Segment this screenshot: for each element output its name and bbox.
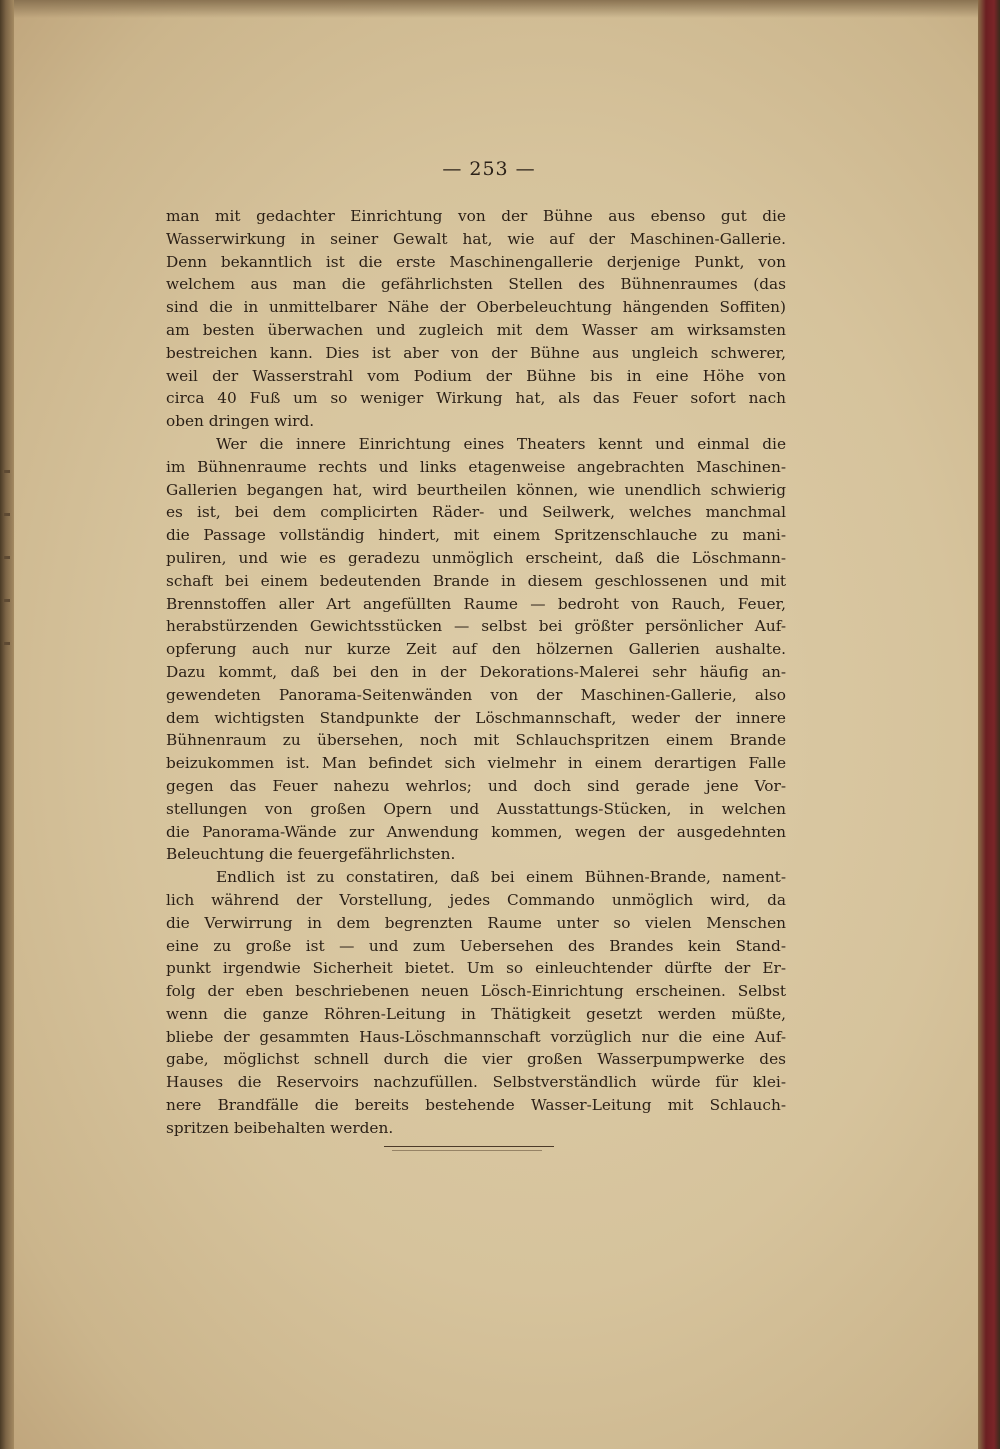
text-line: gabe, möglichst schnell durch die vier großen Wasserpumpwerke des bbox=[166, 1050, 786, 1069]
section-end-rule bbox=[384, 1146, 554, 1147]
text-line: punkt irgendwie Sicherheit bietet. Um so einleuchtender dürfte der Er- bbox=[166, 959, 786, 978]
paragraph-end-line: oben dringen wird. bbox=[166, 412, 315, 431]
text-line: dem wichtigsten Standpunkte der Löschmannschaft, weder der innere bbox=[166, 708, 786, 727]
paragraph-end-line: Beleuchtung die feuergefährlichsten. bbox=[166, 845, 456, 864]
text-line: Wasserwirkung in seiner Gewalt hat, wie auf der Maschinen-Gallerie. bbox=[166, 229, 786, 248]
text-line: gegen das Feuer nahezu wehrlos; und doch sind gerade jene Vor- bbox=[166, 776, 786, 795]
paragraph-start-line: Endlich ist zu constatiren, daß bei einem Bühnen-Brande, nament- bbox=[216, 868, 786, 887]
paragraph-end-line: spritzen beibehalten werden. bbox=[166, 1118, 394, 1137]
text-line: Dazu kommt, daß bei den in der Dekorations-Malerei sehr häufig an- bbox=[166, 662, 786, 681]
paragraph-start-line: Wer die innere Einrichtung eines Theaters kennt und einmal die bbox=[216, 434, 786, 453]
text-line: Brennstoffen aller Art angefüllten Raume — bedroht von Rauch, Feuer, bbox=[166, 594, 786, 613]
text-line: bliebe der gesammten Haus-Löschmannschaft vorzüglich nur die eine Auf- bbox=[166, 1027, 786, 1046]
text-line: circa 40 Fuß um so weniger Wirkung hat, als das Feuer sofort nach bbox=[166, 389, 786, 408]
text-line: sind die in unmittelbarer Nähe der Oberbeleuchtung hängenden Soffiten) bbox=[166, 298, 786, 317]
section-end-rule-shadow bbox=[392, 1150, 542, 1151]
text-line: es ist, bei dem complicirten Räder- und Seilwerk, welches manchmal bbox=[166, 503, 786, 522]
right-binding-edge bbox=[978, 0, 1000, 1449]
text-line: gewendeten Panorama-Seitenwänden von der Maschinen-Gallerie, also bbox=[166, 685, 786, 704]
text-line: man mit gedachter Einrichtung von der Bühne aus ebenso gut die bbox=[166, 207, 786, 225]
page-number: — 253 — bbox=[442, 158, 536, 180]
text-line: im Bühnenraume rechts und links etagenweise angebrachten Maschinen- bbox=[166, 457, 786, 476]
text-line: eine zu große ist — und zum Uebersehen des Brandes kein Stand- bbox=[166, 936, 786, 955]
text-line: schaft bei einem bedeutenden Brande in diesem geschlossenen und mit bbox=[166, 571, 786, 590]
text-line: Gallerien begangen hat, wird beurtheilen können, wie unendlich schwierig bbox=[166, 480, 786, 499]
text-line: Bühnenraum zu übersehen, noch mit Schlauchspritzen einem Brande bbox=[166, 731, 786, 750]
left-margin-marks bbox=[0, 470, 14, 685]
text-line: am besten überwachen und zugleich mit dem Wasser am wirksamsten bbox=[166, 320, 786, 339]
text-line: puliren, und wie es geradezu unmöglich erscheint, daß die Löschmann- bbox=[166, 548, 786, 567]
text-line: welchem aus man die gefährlichsten Stellen des Bühnenraumes (das bbox=[166, 275, 786, 294]
text-line: nere Brandfälle die bereits bestehende Wasser-Leitung mit Schlauch- bbox=[166, 1096, 786, 1115]
text-line: bestreichen kann. Dies ist aber von der Bühne aus ungleich schwerer, bbox=[166, 343, 786, 362]
text-line: die Panorama-Wände zur Anwendung kommen, wegen der ausgedehnten bbox=[166, 822, 786, 841]
text-line: stellungen von großen Opern und Ausstattungs-Stücken, in welchen bbox=[166, 799, 786, 818]
text-line: herabstürzenden Gewichtsstücken — selbst bei größter persönlicher Auf- bbox=[166, 617, 786, 636]
text-line: Hauses die Reservoirs nachzufüllen. Selbstverständlich würde für klei- bbox=[166, 1073, 786, 1092]
text-line: Denn bekanntlich ist die erste Maschinengallerie derjenige Punkt, von bbox=[166, 252, 786, 271]
text-line: die Verwirrung in dem begrenzten Raume unter so vielen Menschen bbox=[166, 913, 786, 932]
text-line: opferung auch nur kurze Zeit auf den hölzernen Gallerien aushalte. bbox=[166, 640, 786, 659]
text-line: folg der eben beschriebenen neuen Lösch-Einrichtung erscheinen. Selbst bbox=[166, 982, 786, 1001]
text-line: weil der Wasserstrahl vom Podium der Bühne bis in eine Höhe von bbox=[166, 366, 786, 385]
body-text bbox=[166, 205, 786, 1140]
text-line: beizukommen ist. Man befindet sich vielmehr in einem derartigen Falle bbox=[166, 754, 786, 773]
text-line: die Passage vollständig hindert, mit einem Spritzenschlauche zu mani- bbox=[166, 526, 786, 545]
text-line: lich während der Vorstellung, jedes Commando unmöglich wird, da bbox=[166, 890, 786, 909]
text-line: wenn die ganze Röhren-Leitung in Thätigkeit gesetzt werden müßte, bbox=[166, 1004, 786, 1023]
left-binding-edge bbox=[0, 0, 14, 1449]
top-edge-shadow bbox=[14, 0, 978, 18]
